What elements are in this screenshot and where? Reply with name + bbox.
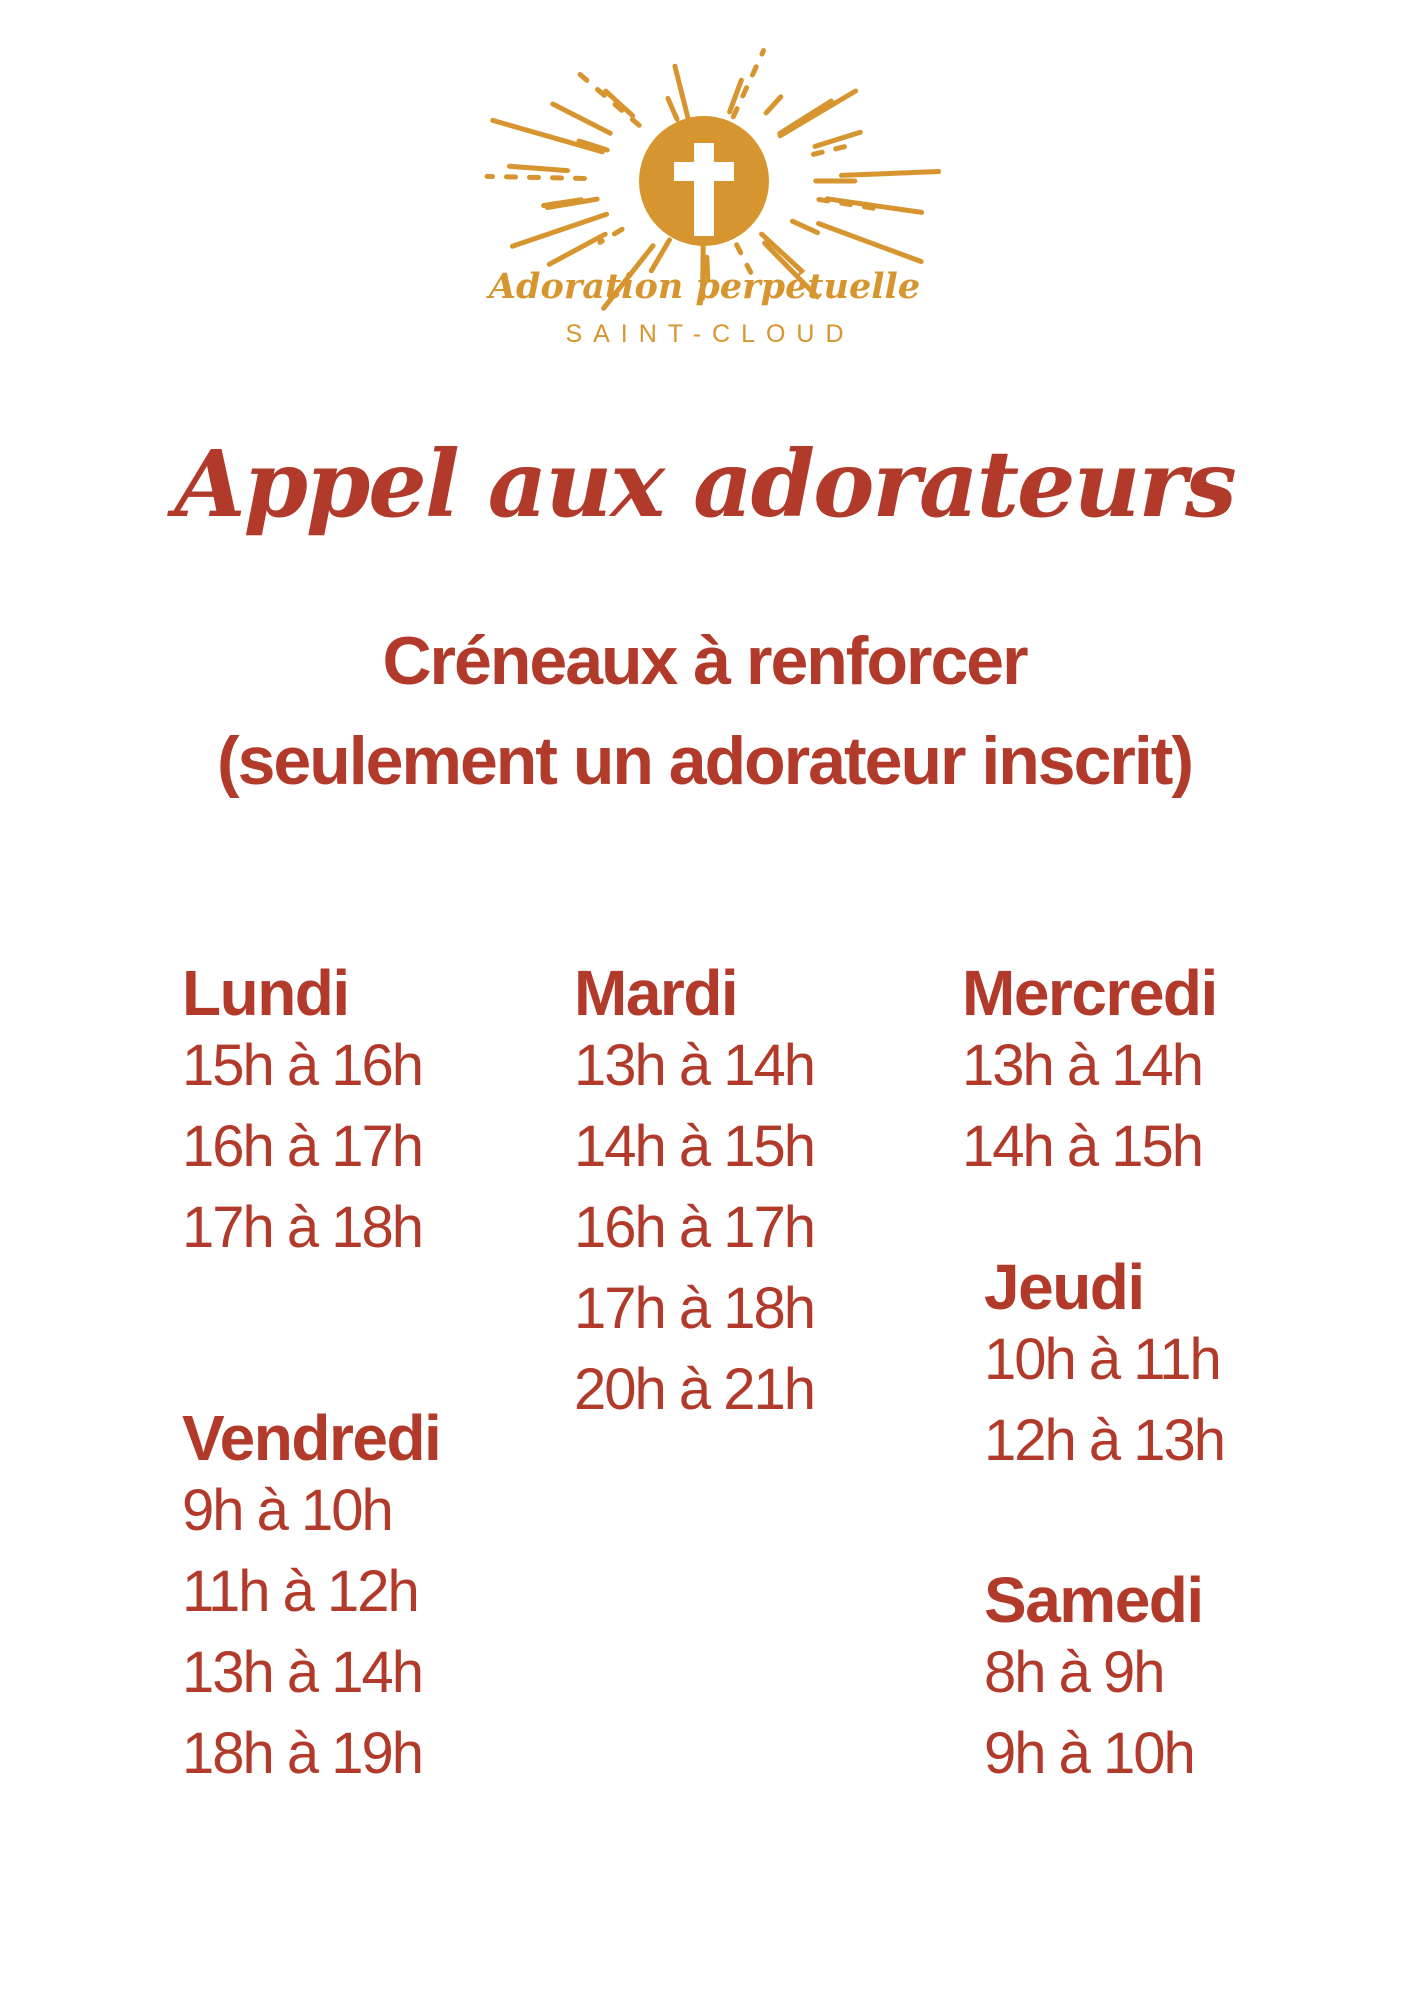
time-slot: 16h à 17h bbox=[182, 1114, 423, 1179]
brand-city: SAINT-CLOUD bbox=[565, 320, 855, 348]
time-slot: 13h à 14h bbox=[962, 1033, 1203, 1098]
time-slot: 14h à 15h bbox=[962, 1114, 1203, 1179]
slot-list bbox=[962, 1025, 1217, 1187]
day-name: Mardi bbox=[574, 957, 738, 1029]
time-slot: 14h à 15h bbox=[574, 1114, 815, 1179]
time-slot: 8h à 9h bbox=[984, 1640, 1164, 1705]
slot-list bbox=[182, 1025, 422, 1268]
day-block-lundi bbox=[182, 957, 423, 1268]
time-slot: 9h à 10h bbox=[984, 1721, 1194, 1786]
time-slot: 12h à 13h bbox=[984, 1408, 1225, 1473]
day-block-mercredi bbox=[962, 957, 1217, 1187]
slot-list bbox=[984, 1319, 1224, 1481]
page-title: Appel aux adorateurs bbox=[174, 430, 1235, 538]
time-slot: 16h à 17h bbox=[574, 1195, 815, 1260]
subtitle-line1: Créneaux à renforcer bbox=[382, 623, 1027, 699]
slot-list bbox=[574, 1025, 814, 1430]
slot-list bbox=[984, 1632, 1203, 1794]
day-name: Mercredi bbox=[962, 957, 1217, 1029]
day-block-mardi bbox=[574, 957, 815, 1430]
time-slot: 13h à 14h bbox=[574, 1033, 815, 1098]
subtitle-line2: (seulement un adorateur inscrit) bbox=[216, 723, 1193, 799]
time-slot: 10h à 11h bbox=[984, 1327, 1220, 1392]
day-name: Vendredi bbox=[182, 1402, 441, 1474]
time-slot: 20h à 21h bbox=[574, 1357, 815, 1422]
day-block-vendredi bbox=[182, 1402, 441, 1794]
time-slot: 15h à 16h bbox=[182, 1033, 423, 1098]
day-block-jeudi bbox=[984, 1251, 1225, 1481]
day-name: Jeudi bbox=[984, 1251, 1144, 1323]
day-name: Lundi bbox=[182, 957, 349, 1029]
day-name: Samedi bbox=[984, 1564, 1203, 1636]
time-slot: 11h à 12h bbox=[182, 1559, 418, 1624]
time-slot: 9h à 10h bbox=[182, 1478, 392, 1543]
slot-list bbox=[182, 1470, 440, 1794]
time-slot: 17h à 18h bbox=[182, 1195, 423, 1260]
time-slot: 18h à 19h bbox=[182, 1721, 423, 1786]
time-slot: 13h à 14h bbox=[182, 1640, 423, 1705]
brand-name: Adoration perpétuelle bbox=[488, 266, 921, 307]
day-block-samedi bbox=[984, 1564, 1203, 1794]
time-slot: 17h à 18h bbox=[574, 1276, 815, 1341]
